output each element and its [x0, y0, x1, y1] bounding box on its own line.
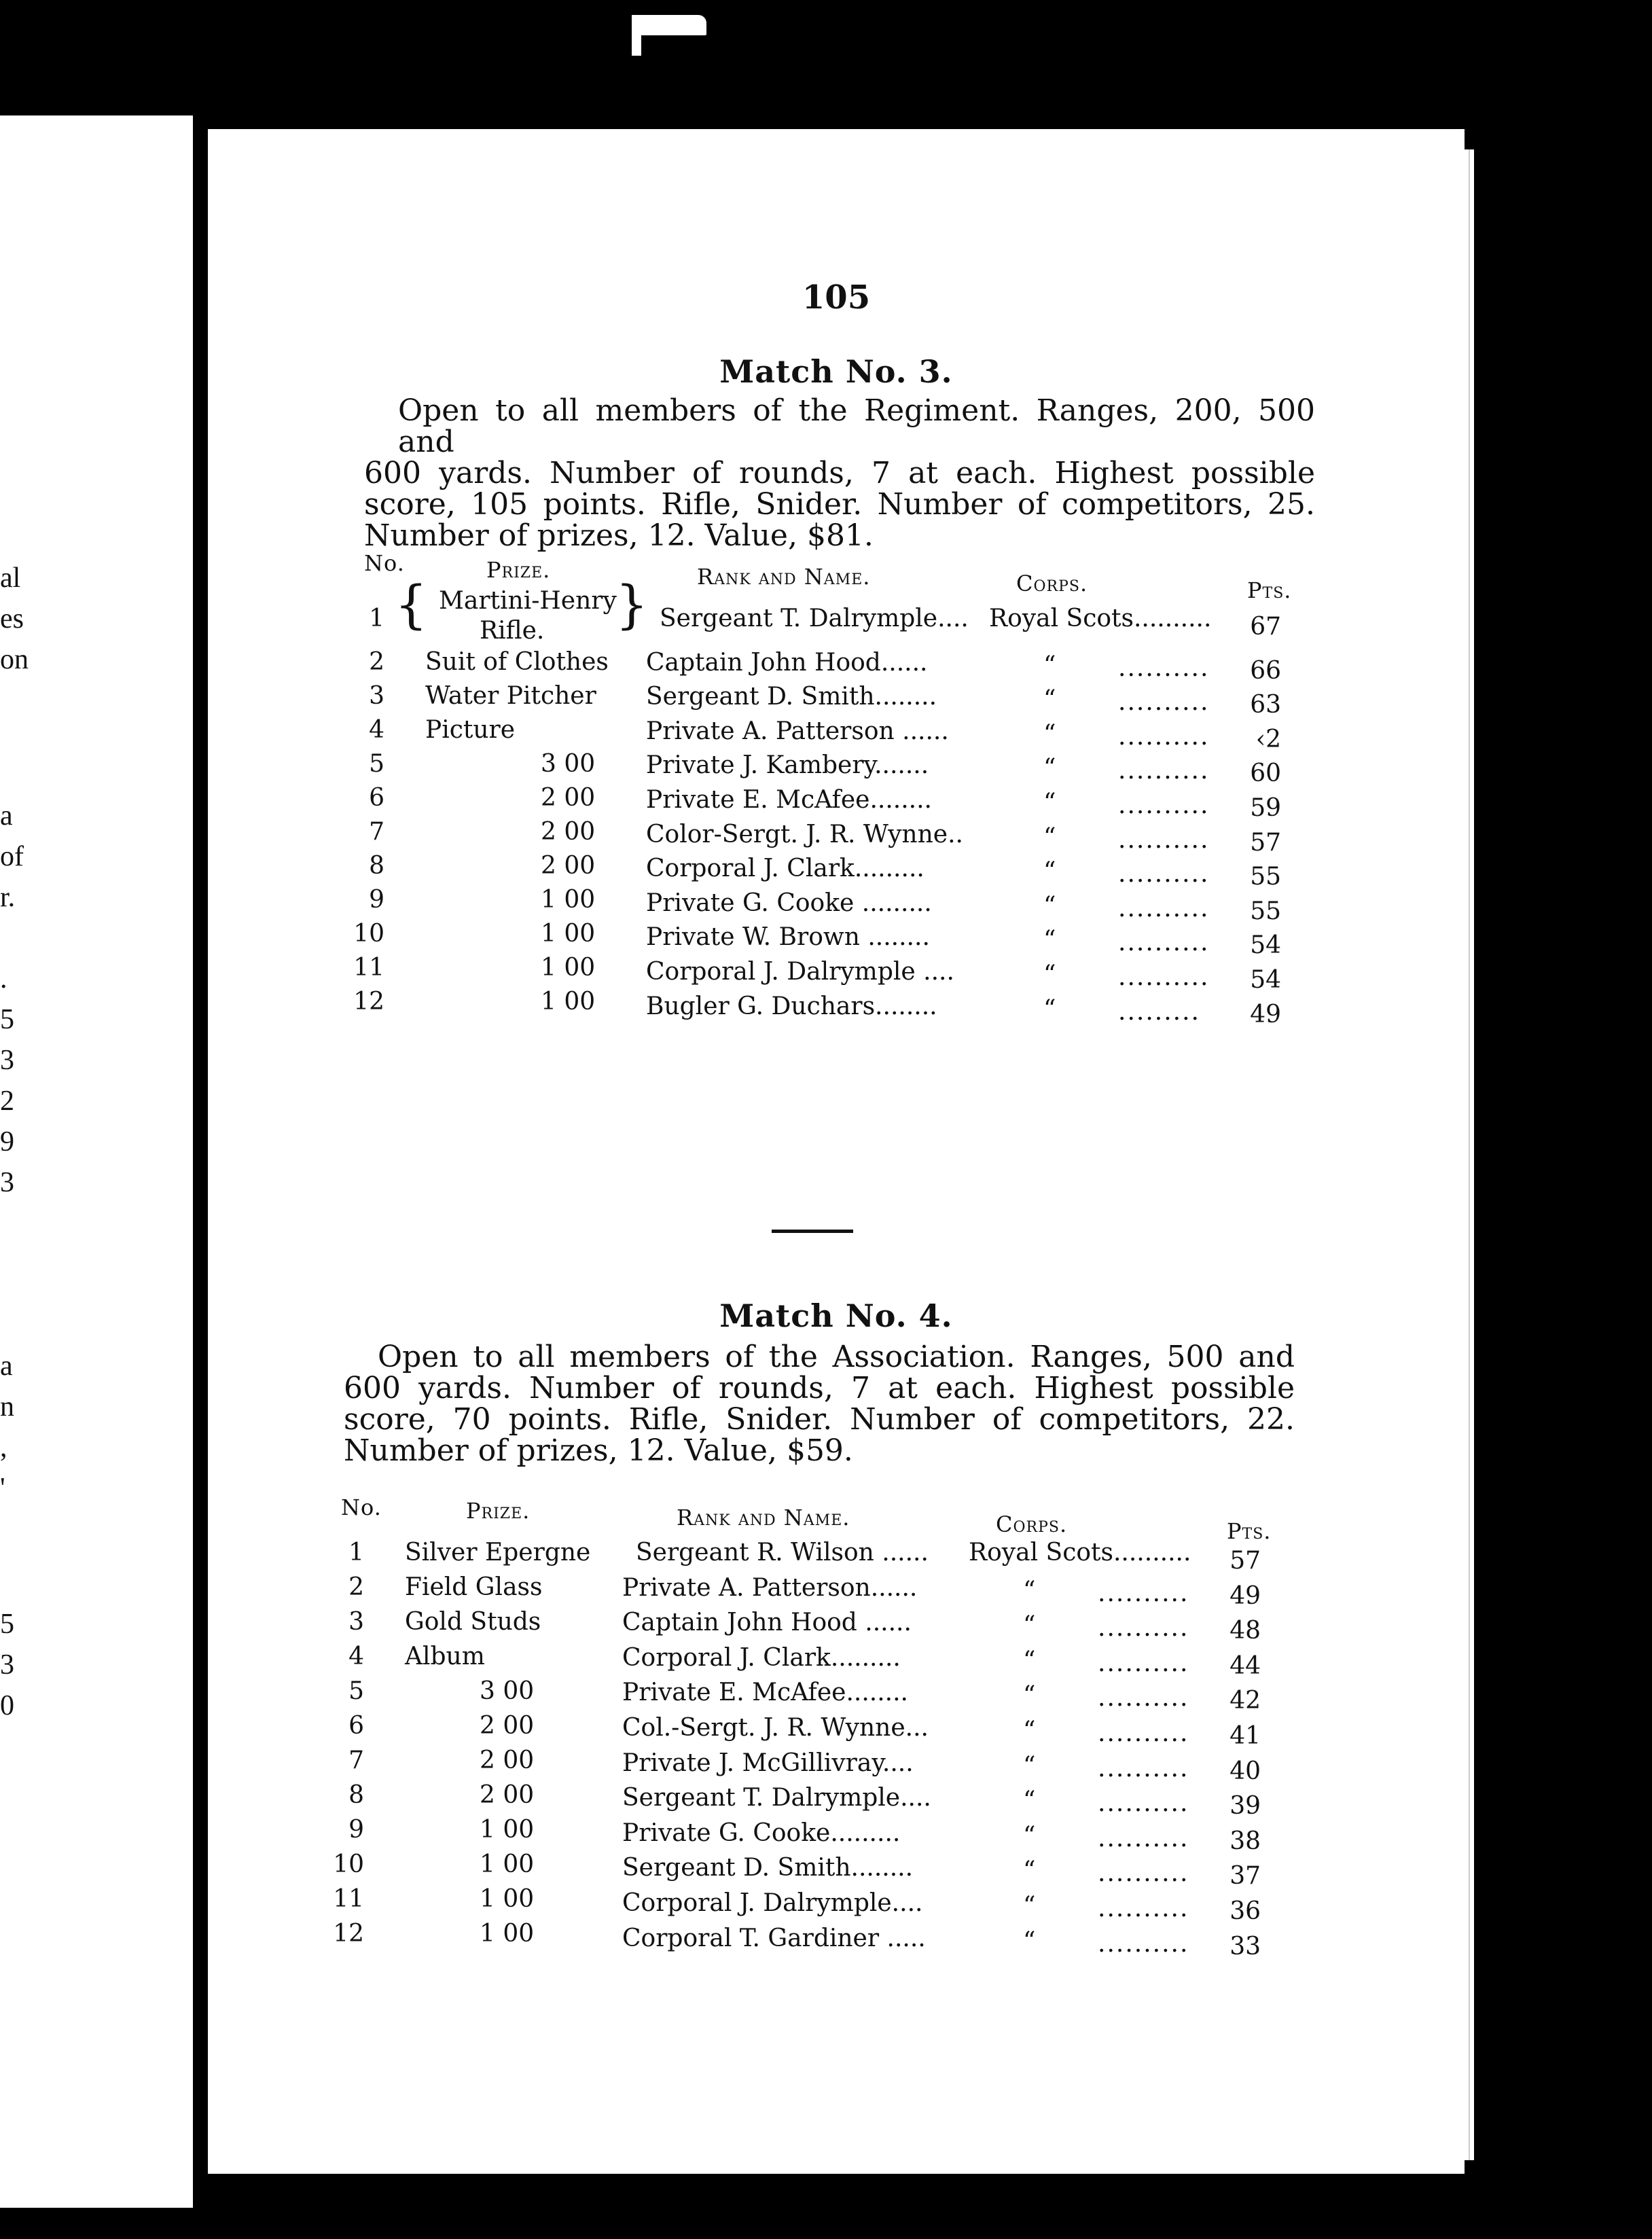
row-rank-name: Sergeant T. Dalrymple.... — [660, 605, 969, 632]
left-page-fragment: of — [0, 841, 24, 872]
row-corps: “ — [1023, 1821, 1036, 1850]
row-prize-amount: 3 00 — [480, 1677, 535, 1705]
left-page-fragment: 3 — [0, 1167, 14, 1198]
row-rank-name: Private A. Patterson ...... — [646, 717, 949, 745]
row-prize-amount: 2 00 — [541, 818, 596, 846]
row-leader-dots: .......... — [1118, 894, 1210, 923]
left-page-fragment: a — [0, 800, 13, 831]
intro-line: Number of prizes, 12. Value, $81. — [364, 518, 874, 553]
left-page-fragment: al — [0, 562, 21, 594]
row-corps: “ — [1043, 857, 1056, 886]
row-number: 11 — [353, 954, 384, 982]
row-rank-name: Corporal T. Gardiner ..... — [622, 1924, 926, 1952]
header-pts: Pts. — [1227, 1518, 1272, 1544]
left-page-fragment: es — [0, 603, 24, 634]
row-rank-name: Captain John Hood ...... — [622, 1609, 912, 1637]
row-leader-dots: .......... — [1098, 1754, 1189, 1783]
row-points: 33 — [1229, 1932, 1261, 1960]
row-prize-line2: Rifle. — [480, 617, 545, 645]
header-no: No. — [364, 550, 405, 576]
row-points: 44 — [1229, 1651, 1261, 1680]
row-points: 39 — [1229, 1792, 1261, 1821]
left-brace: { — [395, 574, 428, 634]
match4-title: Match No. 4. — [719, 1297, 953, 1334]
clip-artifact — [632, 15, 706, 35]
row-prize-amount: 1 00 — [541, 954, 596, 982]
header-no: No. — [341, 1494, 382, 1520]
intro-line: score, 70 points. Rifle, Snider. Number of competitors, 22. — [344, 1402, 1295, 1437]
row-rank-name: Bugler G. Duchars........ — [646, 992, 937, 1020]
row-number: 3 — [348, 1608, 364, 1636]
row-prize: Album — [405, 1643, 485, 1670]
row-prize: Water Pitcher — [425, 682, 596, 710]
match4-intro — [344, 1342, 1295, 1467]
row-corps: “ — [1043, 685, 1056, 714]
row-leader-dots: .......... — [1118, 929, 1210, 957]
row-corps: “ — [1023, 1611, 1036, 1640]
row-points: 60 — [1250, 759, 1281, 788]
row-number: 12 — [353, 988, 384, 1016]
row-leader-dots: .......... — [1118, 757, 1210, 785]
row-leader-dots: .......... — [1118, 791, 1210, 819]
header-pts: Pts. — [1247, 577, 1292, 603]
left-page-fragment: , — [0, 1432, 7, 1463]
row-leader-dots: .......... — [1118, 825, 1210, 854]
row-leader-dots: ......... — [1118, 997, 1200, 1026]
row-leader-dots: .......... — [1098, 1649, 1189, 1677]
row-points: 67 — [1250, 613, 1281, 641]
row-corps: “ — [1043, 789, 1056, 817]
row-points: 36 — [1229, 1897, 1261, 1925]
left-page-fragment: 3 — [0, 1045, 14, 1076]
row-prize-amount: 2 00 — [480, 1712, 535, 1740]
row-number: 9 — [348, 1816, 364, 1844]
row-points: 49 — [1229, 1581, 1261, 1610]
header-name: Rank and Name. — [677, 1505, 850, 1530]
row-number: 2 — [369, 648, 384, 676]
row-prize-amount: 2 00 — [541, 784, 596, 812]
row-corps: “ — [1043, 961, 1056, 988]
row-corps: “ — [1023, 1717, 1036, 1744]
header-corps: Corps. — [1016, 571, 1088, 596]
header-prize: Prize. — [486, 557, 551, 583]
row-number: 9 — [369, 886, 384, 914]
left-page-fragment: 3 — [0, 1649, 14, 1681]
row-number: 11 — [333, 1885, 364, 1913]
row-number: 2 — [348, 1573, 364, 1601]
row-corps: Royal Scots.......... — [989, 605, 1212, 632]
intro-line: Open to all members of the Association. Ranges, 500 and — [378, 1340, 1295, 1374]
left-page-fragment: 0 — [0, 1690, 14, 1721]
row-rank-name: Private G. Cooke......... — [622, 1819, 901, 1847]
row-corps: “ — [1043, 823, 1056, 851]
row-points: 42 — [1229, 1687, 1261, 1715]
row-prize-amount: 1 00 — [480, 1885, 535, 1913]
intro-line: Open to all members of the Regiment. Ranges, 200, 500 and — [398, 393, 1315, 459]
row-leader-dots: .......... — [1118, 722, 1210, 751]
row-corps: “ — [1043, 754, 1056, 783]
row-prize: Field Glass — [405, 1573, 543, 1601]
row-points: 54 — [1250, 931, 1281, 960]
row-points: 55 — [1250, 897, 1281, 925]
header-name: Rank and Name. — [697, 564, 871, 590]
row-points: 48 — [1229, 1617, 1261, 1645]
row-prize-amount: 3 00 — [541, 750, 596, 778]
row-number: 6 — [348, 1712, 364, 1740]
row-rank-name: Private J. McGillivray.... — [622, 1749, 914, 1777]
row-points: 55 — [1250, 863, 1281, 891]
row-corps: “ — [1023, 1892, 1036, 1920]
left-page-fragment: 2 — [0, 1086, 14, 1117]
row-rank-name: Corporal J. Clark......... — [646, 855, 924, 883]
row-number: 4 — [369, 716, 384, 744]
header-prize: Prize. — [466, 1498, 531, 1524]
match3-title: Match No. 3. — [719, 353, 953, 390]
left-page-fragment: n — [0, 1391, 14, 1422]
row-leader-dots: .......... — [1098, 1824, 1189, 1852]
left-page-fragment: 5 — [0, 1609, 14, 1640]
row-number: 5 — [369, 750, 384, 778]
row-number: 1 — [348, 1539, 364, 1566]
left-page-fragment: 5 — [0, 1004, 14, 1035]
row-number: 10 — [333, 1850, 364, 1878]
row-number: 8 — [348, 1781, 364, 1809]
clip-artifact — [632, 15, 641, 56]
row-prize-amount: 1 00 — [541, 886, 596, 914]
row-prize-amount: 1 00 — [541, 988, 596, 1016]
row-leader-dots: .......... — [1098, 1684, 1189, 1713]
row-rank-name: Corporal J. Dalrymple.... — [622, 1889, 923, 1917]
row-leader-dots: .......... — [1098, 1719, 1189, 1747]
row-rank-name: Private E. McAfee........ — [646, 786, 932, 814]
row-corps: “ — [1023, 1681, 1036, 1710]
row-leader-dots: .......... — [1098, 1614, 1189, 1643]
row-corps: “ — [1023, 1927, 1036, 1955]
row-prize-amount: 1 00 — [480, 1920, 535, 1948]
row-prize: Suit of Clothes — [425, 648, 609, 676]
book-gutter — [193, 115, 208, 2208]
row-number: 3 — [369, 682, 384, 710]
row-points: 59 — [1250, 794, 1281, 822]
row-corps: “ — [1023, 1646, 1036, 1674]
row-points: 40 — [1229, 1757, 1261, 1785]
book-page — [208, 129, 1465, 2174]
row-leader-dots: .......... — [1118, 860, 1210, 889]
intro-line: 600 yards. Number of rounds, 7 at each. Highest possible — [344, 1371, 1295, 1405]
row-number: 10 — [353, 920, 384, 948]
row-points: 37 — [1229, 1862, 1261, 1891]
row-prize: Martini-Henry — [439, 587, 617, 615]
row-number: 12 — [333, 1920, 364, 1948]
row-corps: “ — [1043, 995, 1056, 1023]
intro-line: Number of prizes, 12. Value, $59. — [344, 1433, 853, 1468]
row-points: 41 — [1229, 1722, 1261, 1750]
row-rank-name: Private W. Brown ........ — [646, 923, 930, 952]
row-rank-name: Corporal J. Dalrymple .... — [646, 958, 954, 986]
row-number: 7 — [369, 818, 384, 846]
left-page-fragment: 9 — [0, 1126, 14, 1158]
row-points: 63 — [1250, 691, 1281, 719]
row-leader-dots: .......... — [1098, 1859, 1189, 1888]
row-rank-name: Private J. Kambery....... — [646, 751, 929, 780]
row-points: 38 — [1229, 1827, 1261, 1855]
header-corps: Corps. — [996, 1511, 1068, 1537]
row-prize-amount: 1 00 — [541, 920, 596, 948]
row-prize-amount: 2 00 — [480, 1781, 535, 1809]
row-corps: “ — [1043, 719, 1056, 748]
row-prize: Silver Epergne — [405, 1539, 591, 1566]
row-rank-name: Private G. Cooke ......... — [646, 889, 932, 917]
left-page-fragment: a — [0, 1350, 13, 1382]
row-points: 66 — [1250, 656, 1281, 685]
row-number: 7 — [348, 1747, 364, 1774]
row-leader-dots: .......... — [1118, 963, 1210, 991]
row-prize-amount: 2 00 — [541, 852, 596, 880]
row-rank-name: Sergeant D. Smith........ — [622, 1854, 914, 1882]
left-page-fragment: . — [0, 963, 7, 995]
row-corps: “ — [1043, 891, 1056, 920]
row-rank-name: Col.-Sergt. J. R. Wynne... — [622, 1714, 929, 1742]
row-corps: Royal Scots.......... — [969, 1539, 1191, 1566]
left-page-fragment: r. — [0, 882, 16, 913]
row-prize-amount: 1 00 — [480, 1850, 535, 1878]
row-corps: “ — [1023, 1787, 1036, 1815]
row-rank-name: Sergeant D. Smith........ — [646, 683, 937, 711]
row-points: 57 — [1229, 1547, 1261, 1575]
row-prize: Picture — [425, 716, 516, 744]
section-divider — [772, 1230, 853, 1233]
row-leader-dots: .......... — [1098, 1579, 1189, 1607]
row-corps: “ — [1043, 926, 1056, 954]
row-corps: “ — [1023, 1576, 1036, 1605]
row-rank-name: Captain John Hood...... — [646, 648, 928, 677]
intro-line: 600 yards. Number of rounds, 7 at each. Highest possible — [364, 456, 1315, 490]
intro-line: score, 105 points. Rifle, Snider. Number of competitors, 25. — [364, 487, 1315, 522]
row-leader-dots: .......... — [1118, 688, 1210, 717]
row-corps: “ — [1043, 651, 1056, 679]
row-points: ‹2 — [1255, 725, 1281, 753]
row-number: 5 — [348, 1677, 364, 1705]
row-rank-name: Sergeant R. Wilson ...... — [636, 1539, 929, 1566]
row-prize-amount: 1 00 — [480, 1816, 535, 1844]
row-rank-name: Private A. Patterson...... — [622, 1573, 918, 1602]
left-facing-page — [0, 115, 193, 2208]
row-points: 49 — [1250, 1000, 1281, 1028]
row-rank-name: Color-Sergt. J. R. Wynne.. — [646, 820, 963, 848]
row-rank-name: Corporal J. Clark......... — [622, 1643, 901, 1672]
page-number: 105 — [802, 279, 871, 317]
row-prize-amount: 2 00 — [480, 1747, 535, 1774]
row-points: 54 — [1250, 966, 1281, 994]
row-number: 1 — [369, 605, 384, 632]
row-number: 8 — [369, 852, 384, 880]
row-leader-dots: .......... — [1118, 653, 1210, 682]
row-leader-dots: .......... — [1098, 1929, 1189, 1958]
row-leader-dots: .......... — [1098, 1895, 1189, 1922]
left-page-fragment: on — [0, 644, 29, 675]
right-brace: } — [615, 574, 649, 634]
row-leader-dots: .......... — [1098, 1789, 1189, 1818]
match3-intro — [364, 395, 1315, 552]
row-points: 57 — [1250, 828, 1281, 857]
row-number: 4 — [348, 1643, 364, 1670]
row-rank-name: Private E. McAfee........ — [622, 1679, 908, 1707]
row-corps: “ — [1023, 1751, 1036, 1780]
row-corps: “ — [1023, 1857, 1036, 1885]
row-number: 6 — [369, 784, 384, 812]
left-page-fragment: ' — [0, 1473, 5, 1504]
row-prize: Gold Studs — [405, 1608, 541, 1636]
row-rank-name: Sergeant T. Dalrymple.... — [622, 1784, 931, 1812]
